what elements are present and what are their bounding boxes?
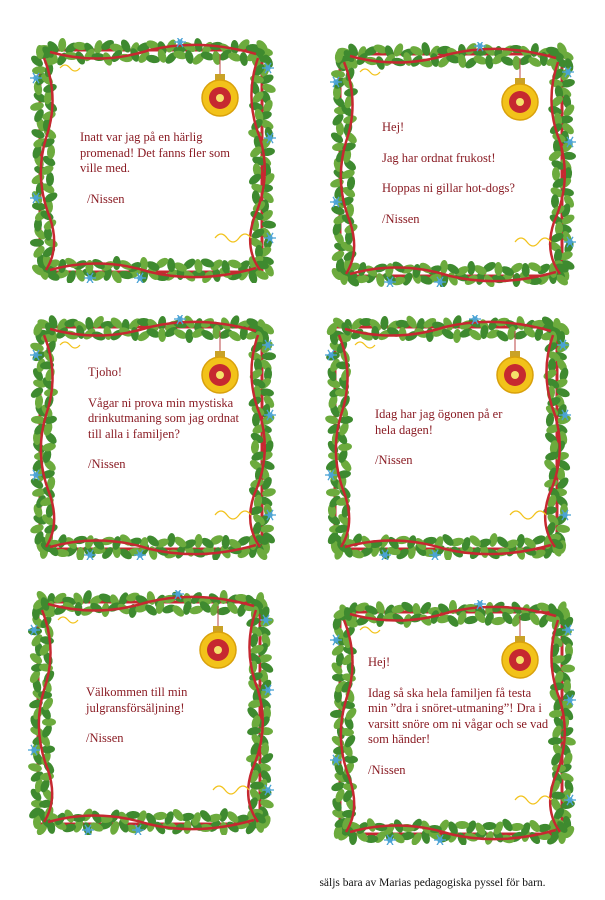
note-card-6 (330, 600, 580, 845)
card-text (382, 120, 557, 242)
christmas-ornament-icon (200, 606, 236, 668)
signature: /Nissen (87, 191, 125, 206)
garland-leaves (37, 532, 271, 560)
footer-credit: säljs bara av Marias pedagogiska pyssel för barn. (319, 877, 546, 889)
note-card-5 (28, 590, 278, 835)
garland-leaves (336, 600, 569, 629)
garland-leaves (336, 42, 570, 71)
garland-leaves (35, 807, 268, 835)
card-line: Hej! (382, 120, 405, 134)
garland-leaves (331, 315, 565, 344)
note-card-4 (325, 315, 575, 560)
card-text (86, 685, 236, 762)
christmas-ornament-icon (502, 58, 538, 120)
signature: /Nissen (86, 731, 124, 745)
card-line: Vågar ni prova min mystiska drinkutmaning som jag ordnat till alla i familjen? (88, 395, 240, 441)
garland-leaves (336, 817, 570, 845)
card-line: Hej! (368, 655, 391, 669)
garland-leaves (36, 255, 270, 283)
signature: /Nissen (382, 211, 420, 226)
signature: /Nissen (375, 453, 413, 467)
garland-leaves (36, 315, 270, 344)
garland-leaves (332, 532, 565, 560)
card-text (88, 365, 248, 488)
card-line: Välkommen till min julgransförsäljning! (86, 685, 188, 715)
christmas-ornament-icon (202, 54, 238, 116)
signature: /Nissen (368, 762, 406, 777)
card-line: Inatt var jag på en härlig promenad! Det fanns fler som ville med. (80, 130, 230, 175)
note-card-2 (330, 42, 580, 287)
card-line: Idag har jag ögonen på er hela dagen! (375, 407, 503, 437)
note-card-3 (30, 315, 280, 560)
signature: /Nissen (88, 457, 126, 471)
garland-leaves (34, 590, 268, 619)
card-line: Tjoho! (88, 365, 123, 379)
card-line: Hoppas ni gillar hot-dogs? (382, 181, 515, 195)
note-card-1 (30, 38, 280, 283)
card-text (368, 655, 553, 793)
garland-leaves (37, 38, 270, 67)
card-text (80, 130, 255, 222)
card-text (375, 407, 525, 484)
garland-leaves (336, 259, 570, 287)
card-line: Jag har ordnat frukost! (382, 150, 496, 165)
card-line: Idag så ska hela familjen få testa min ”dra i snöret-utmaning”! Dra i varsitt snöre om ni vågar och se vad som händer! (368, 685, 549, 746)
